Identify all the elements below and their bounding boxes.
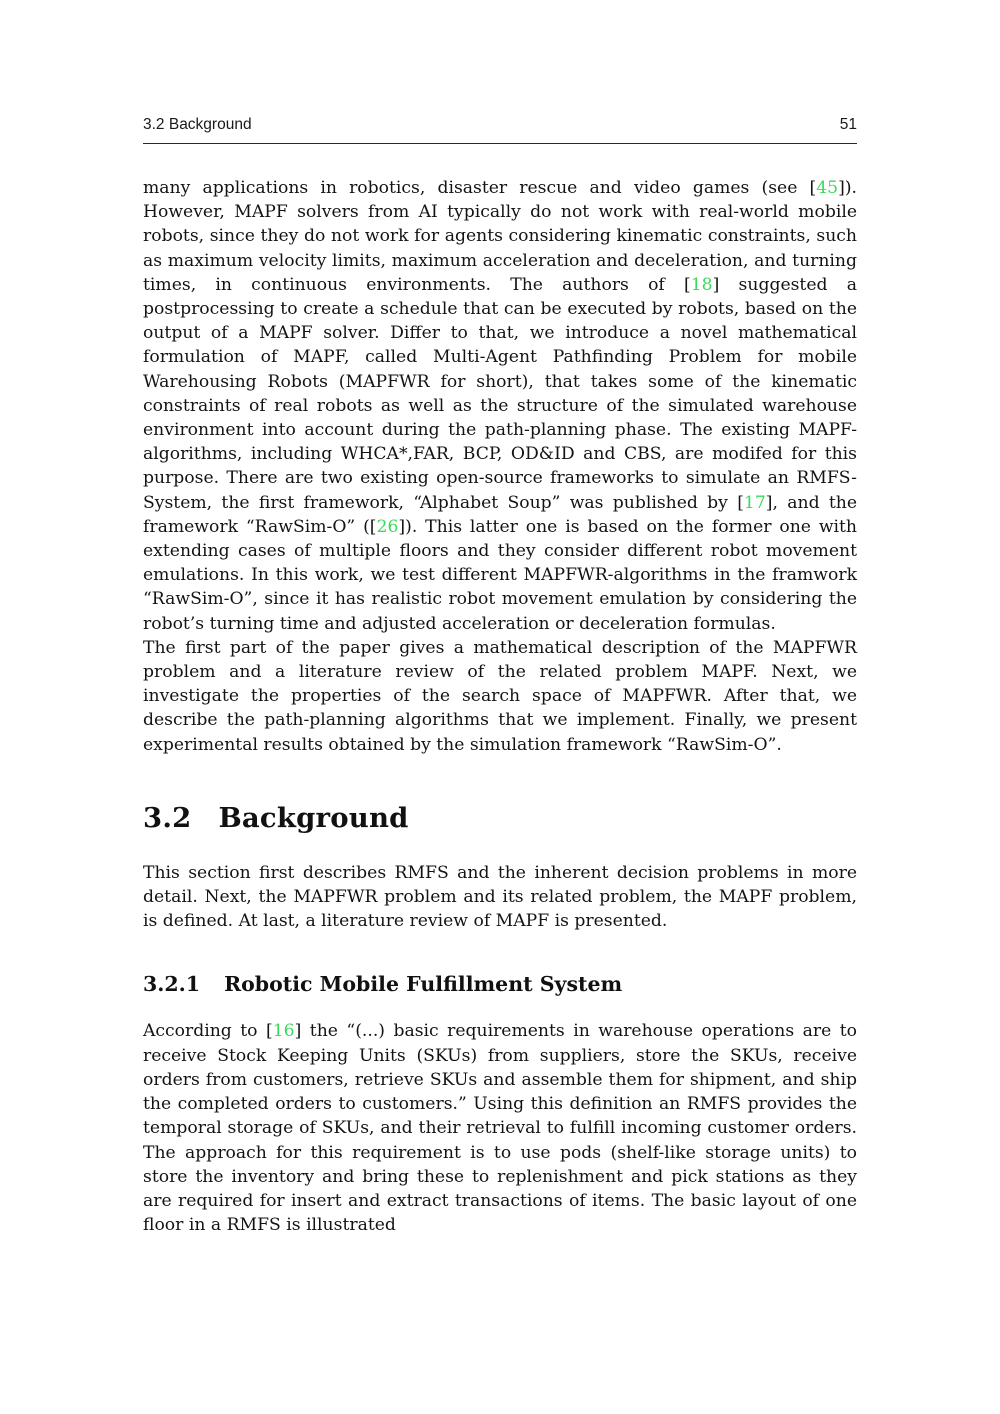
citation-link[interactable]: 45 xyxy=(816,178,839,198)
subsection-title: Robotic Mobile Fulfillment System xyxy=(224,972,623,997)
subsection-heading-rmfs xyxy=(143,972,857,996)
citation-link[interactable]: 17 xyxy=(743,492,766,513)
paragraph-intro: many applications in robotics, disaster rescue and video games (see [45]). However, MAPF solvers from AI typically do not work with real-world mobile robots, since they do not work for agents considering kinematic constraints, such as maximum velocity limits, maximum acceleration and deceleration, and turning times, in continuous environments. The authors of [18] suggested a postprocessing to create a schedule that can be executed by robots, based on the output of a MAPF solver. Differ to that, we introduce a novel mathematical formulation of MAPF, called Multi-Agent Pathfinding Problem for mobile Warehousing Robots (MAPFWR for short), that takes some of the kinematic constraints of real robots as well as the structure of the simulated warehouse environment into account during the path-planning phase. The existing MAPF-algorithms, including WHCA*,FAR, BCP, OD&ID and CBS, are modifed for this purpose. There are two existing open-source frameworks to simulate an RMFS-System, the first framework, “Alphabet Soup” was published by [17], and the framework “RawSim-O” ([26]). This latter one is based on the former one with extending cases of multiple floors and they consider different robot movement emulations. In this work, we test different MAPFWR-algorithms in the framwork “RawSim-O”, since it has realistic robot movement emulation by considering the robot’s turning time and adjusted acceleration or deceleration formulas. xyxy=(143,178,858,634)
paragraph-rmfs: According to [16] the “(...) basic requirements in warehouse operations are to receive Stock Keeping Units (SKUs) from suppliers, store the SKUs, receive orders from customers, retrieve SKUs and assemble them for shipment, and ship the completed orders to customers.” Using this definition an RMFS provides the temporal storage of SKUs, and their retrieval to fulfill incoming customer orders. The approach for this requirement is to use pods (shelf-like storage units) to store the inventory and bring these to replenishment and pick stations as they are required for insert and extract transactions of items. The basic layout of one floor in a RMFS is illustrated xyxy=(143,1021,857,1236)
section-heading-background xyxy=(143,802,857,834)
text-block xyxy=(143,116,857,1237)
subsection-number: 3.2.1 xyxy=(143,972,201,997)
citation-link[interactable]: 26 xyxy=(376,516,399,537)
paragraph-overview: The first part of the paper gives a mathematical description of the MAPFWR problem and a literature review of the related problem MAPF. Next, we investigate the properties of the search space of MAPFWR. After that, we describe the path-planning algorithms that we implement. Finally, we present experimental results obtained by the simulation framework “RawSim-O”. xyxy=(143,637,857,755)
section-title: Background xyxy=(218,801,409,834)
header-section-label: 3.2 Background xyxy=(143,116,252,133)
running-header xyxy=(143,116,857,144)
paragraph-section-intro: This section first describes RMFS and the inherent decision problems in more detail. Next, the MAPFWR problem and its related problem, the MAPF problem, is defined. At last, a literature review of MAPF is presented. xyxy=(143,862,857,932)
citation-link[interactable]: 18 xyxy=(690,274,713,295)
section-number: 3.2 xyxy=(143,801,192,834)
header-page-number: 51 xyxy=(839,116,857,133)
citation-link[interactable]: 16 xyxy=(272,1021,295,1042)
